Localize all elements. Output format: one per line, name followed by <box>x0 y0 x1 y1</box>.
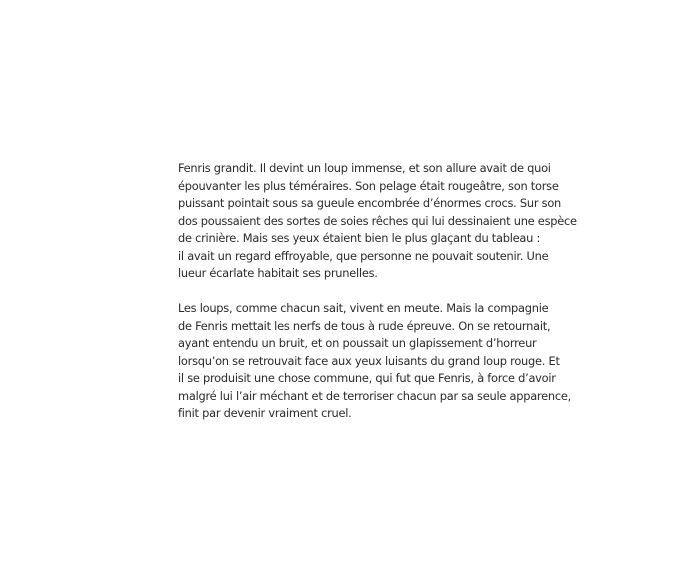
paragraph-spacer <box>178 283 525 301</box>
text-line: lueur écarlate habitait ses prunelles. <box>178 266 378 280</box>
text-line: finit par devenir vraiment cruel. <box>178 406 352 420</box>
body-text <box>178 160 577 423</box>
paragraph-1 <box>178 160 577 283</box>
text-line: épouvanter les plus téméraires. Son pelage était rougeâtre, son torse <box>178 178 559 193</box>
text-line: malgré lui l’air méchant et de terroriser chacun par sa seule apparence, <box>178 388 571 403</box>
text-line: Fenris grandit. Il devint un loup immense, et son allure avait de quoi <box>178 161 551 175</box>
text-line: Les loups, comme chacun sait, vivent en meute. Mais la compagnie <box>178 301 549 315</box>
text-line: ayant entendu un bruit, et on poussait un glapissement d’horreur <box>178 336 537 350</box>
paragraph-2 <box>178 300 571 423</box>
text-line: il avait un regard effroyable, que personne ne pouvait soutenir. Une <box>178 248 549 263</box>
text-line: lorsqu’on se retrouvait face aux yeux luisants du grand loup rouge. Et <box>178 353 560 368</box>
text-line: puissant pointait sous sa gueule encombrée d’énormes crocs. Sur son <box>178 196 562 210</box>
text-line: dos poussaient des sortes de soies rêches qui lui dessinaient une espèce <box>178 213 577 228</box>
text-line: il se produisit une chose commune, qui fut que Fenris, à force d’avoir <box>178 371 556 385</box>
text-line: de Fenris mettait les nerfs de tous à rude épreuve. On se retournait, <box>178 318 551 333</box>
text-line: de crinière. Mais ses yeux étaient bien le plus glaçant du tableau : <box>178 231 541 245</box>
